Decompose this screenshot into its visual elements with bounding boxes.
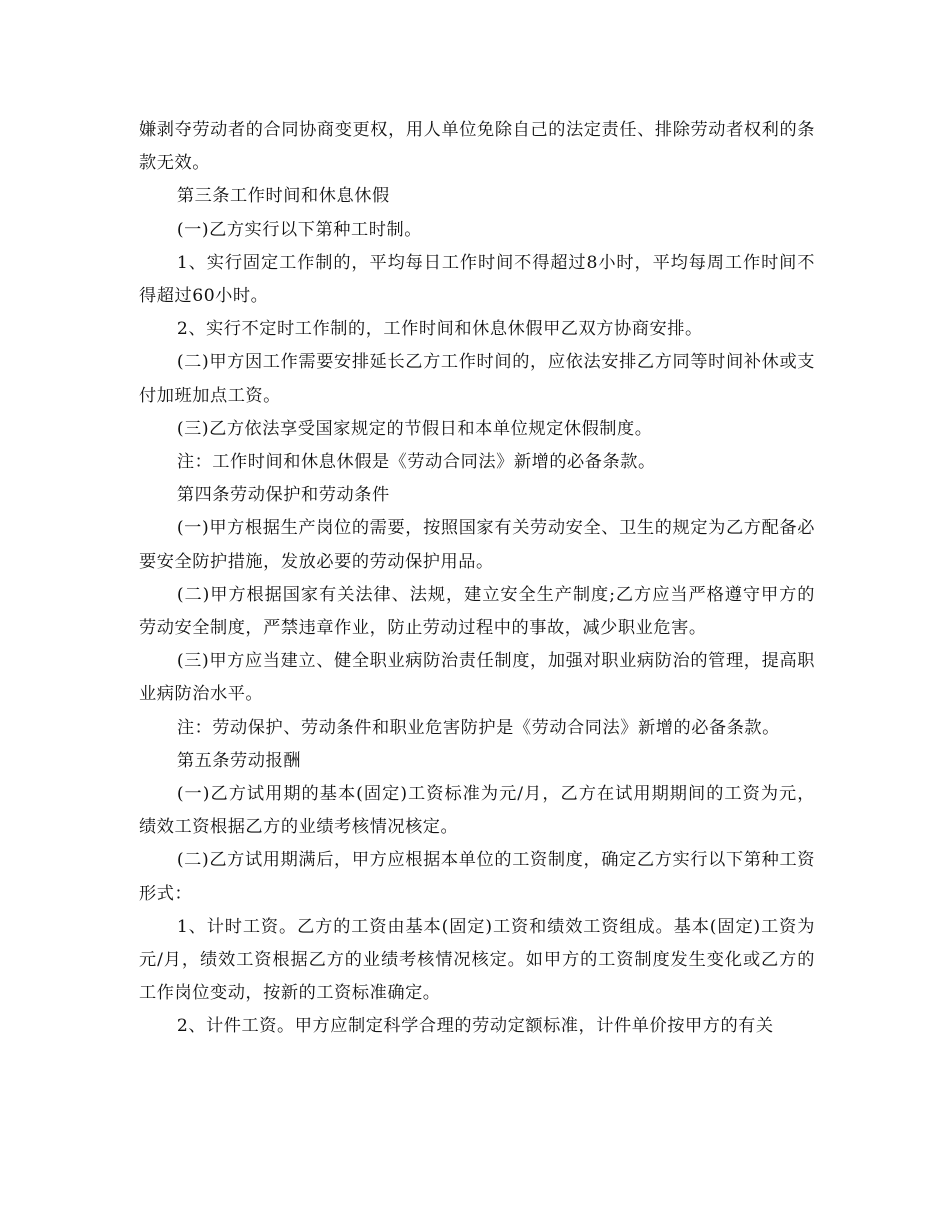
section-heading: 第五条劳动报酬 [176, 750, 301, 771]
paragraph: 嫌剥夺劳动者的合同协商变更权，用人单位免除自己的法定责任、排除劳动者权利的条款无效。 [139, 120, 815, 174]
note-paragraph: 注：工作时间和休息休假是《劳动合同法》新增的必备条款。 [176, 452, 656, 473]
paragraph: 1、计时工资。乙方的工资由基本(固定)工资和绩效工资组成。基本(固定)工资为元/月，绩效工资根据乙方的业绩考核情况核定。如甲方的工资制度发生变化或乙方的工作岗位变动，按新的工资标准确定。 [139, 916, 815, 1004]
note-paragraph: 注：劳动保护、劳动条件和职业危害防护是《劳动合同法》新增的必备条款。 [176, 717, 780, 738]
paragraph: (一)乙方实行以下第种工时制。 [176, 219, 422, 240]
paragraph: 2、计件工资。甲方应制定科学合理的劳动定额标准，计件单价按甲方的有关 [176, 1016, 774, 1037]
paragraph: 2、实行不定时工作制的，工作时间和休息休假甲乙双方协商安排。 [176, 319, 703, 340]
paragraph: (一)乙方试用期的基本(固定)工资标准为元/月，乙方在试用期期间的工资为元，绩效工资根据乙方的业绩考核情况核定。 [139, 784, 815, 838]
document-body [139, 114, 815, 1044]
paragraph: (三)甲方应当建立、健全职业病防治责任制度，加强对职业病防治的管理，提高职业病防治水平。 [139, 651, 815, 705]
section-heading: 第三条工作时间和休息休假 [176, 186, 390, 207]
paragraph: (一)甲方根据生产岗位的需要，按照国家有关劳动安全、卫生的规定为乙方配备必要安全防护措施，发放必要的劳动保护用品。 [139, 518, 815, 572]
paragraph: (二)乙方试用期满后，甲方应根据本单位的工资制度，确定乙方实行以下第种工资形式： [139, 850, 815, 904]
paragraph: 1、实行固定工作制的，平均每日工作时间不得超过8小时，平均每周工作时间不得超过60小时。 [139, 252, 815, 307]
paragraph: (二)甲方因工作需要安排延长乙方工作时间的，应依法安排乙方同等时间补休或支付加班加点工资。 [139, 352, 815, 406]
paragraph: (二)甲方根据国家有关法律、法规，建立安全生产制度;乙方应当严格遵守甲方的劳动安全制度，严禁违章作业，防止劳动过程中的事故，减少职业危害。 [139, 584, 815, 639]
paragraph: (三)乙方依法享受国家规定的节假日和本单位规定休假制度。 [176, 418, 653, 439]
section-heading: 第四条劳动保护和劳动条件 [176, 485, 390, 506]
